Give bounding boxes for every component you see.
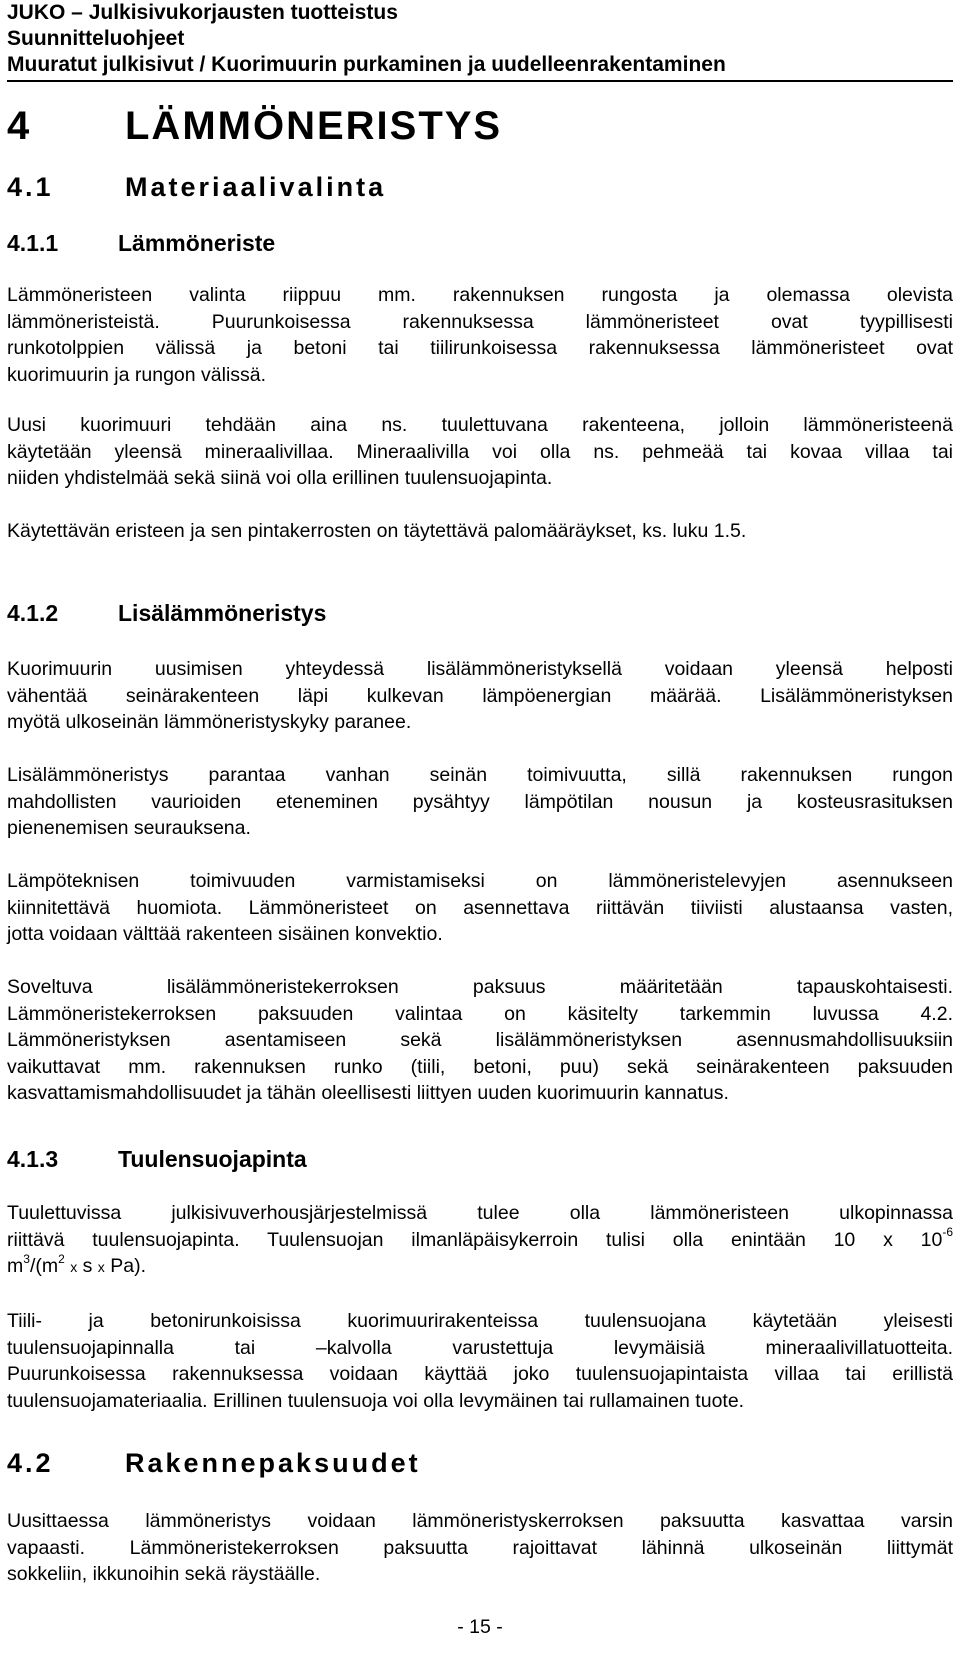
header-project: JUKO – Julkisivukorjausten tuotteistus — [7, 1, 398, 24]
section-number: 4.2 — [7, 1448, 54, 1478]
subsection-title: Lisälämmöneristys — [118, 600, 327, 626]
subsection-title: Tuulensuojapinta — [118, 1146, 307, 1172]
paragraph: Kuorimuurin uusimisen yhteydessä lisälämmöneristyksellä voidaan yleensä helposti vähentää seinärakenteen läpi kulkevan lämpöenergian määrää. Lisälämmöneristyksen myötä ulkoseinän lämmöneristyskyky paranee. — [7, 658, 953, 733]
paragraph: Tuulettuvissa julkisivuverhousjärjestelmissä tulee olla lämmöneristeen ulkopinnassa riittävä tuulensuojapinta. Tuulensuojan ilmanläpäisykerroin tulisi olla enintään 10 x $10^{-6}$ $m^3/(m^2$ x s x Pa). — [7, 1202, 953, 1277]
section-heading-4-1 — [7, 172, 386, 203]
paragraph: Tiili- ja betonirunkoisissa kuorimuurirakenteissa tuulensuojana käytetään yleisesti tuulensuojapinnalla tai –kalvolla varustettuja levymäisiä mineraalivillatuotteita. Puurunkoisessa rakennuksessa voidaan käyttää joko tuulensuojapintaista villaa tai erillistä tuulensuojamateriaalia. Erillinen tuulensuoja voi olla levymäinen tai rullamainen tuote. — [7, 1310, 953, 1412]
paragraph: Käytettävän eristeen ja sen pintakerrosten on täytettävä palomääräykset, ks. luku 1.5. — [7, 520, 747, 542]
paragraph: Uusittaessa lämmöneristys voidaan lämmöneristyskerroksen paksuutta kasvattaa varsin vapaasti. Lämmöneristekerroksen paksuutta rajoittavat lähinnä ulkoseinän liittymät sokkeliin, ikkunoihin sekä räystäälle. — [7, 1510, 953, 1585]
chapter-heading — [7, 104, 502, 149]
running-header — [7, 0, 726, 78]
subsection-heading-4-1-2 — [7, 600, 326, 627]
subsection-title: Lämmöneriste — [118, 230, 276, 256]
section-title: Materiaalivalinta — [125, 172, 387, 202]
page-number: - 15 - — [457, 1616, 503, 1638]
chapter-title: LÄMMÖNERISTYS — [125, 104, 503, 148]
paragraph: Uusi kuorimuuri tehdään aina ns. tuulettuvana rakenteena, jolloin lämmöneristeenä käytetään yleensä mineraalivillaa. Mineraalivilla voi olla ns. pehmeää tai kovaa villaa tai niiden yhdistelmää sekä siinä voi olla erillinen tuulensuojapinta. — [7, 414, 953, 489]
header-doc-type: Suunnitteluohjeet — [7, 27, 185, 50]
paragraph: Soveltuva lisälämmöneristekerroksen paksuus määritetään tapauskohtaisesti. Lämmöneristekerroksen paksuuden valintaa on käsitelty tarkemmin luvussa 4.2. Lämmöneristyksen asentamiseen sekä lisälämmöneristyksen asennusmahdollisuuksiin vaikuttavat mm. rakennuksen runko (tiili, betoni, puu) sekä seinärakenteen paksuuden kasvattamismahdollisuudet ja tähän oleellisesti liittyen uuden kuorimuurin kannatus. — [7, 976, 953, 1104]
paragraph: Lisälämmöneristys parantaa vanhan seinän toimivuutta, sillä rakennuksen rungon mahdollisten vaurioiden eteneminen pysähtyy lämpötilan nousun ja kosteusrasituksen pienenemisen seurauksena. — [7, 764, 953, 839]
section-heading-4-2 — [7, 1448, 421, 1479]
paragraph: Lämmöneristeen valinta riippuu mm. rakennuksen rungosta ja olemassa olevista lämmöneristeistä. Puurunkoisessa rakennuksessa lämmöneristeet ovat tyypillisesti runkotolppien välissä ja betoni tai tiilirunkoisessa rakennuksessa lämmöneristeet ovat kuorimuurin ja rungon välissä. — [7, 284, 953, 386]
section-number: 4.1 — [7, 172, 54, 202]
subsection-number: 4.1.3 — [7, 1146, 59, 1172]
subsection-number: 4.1.2 — [7, 600, 59, 626]
paragraph: Lämpöteknisen toimivuuden varmistamiseksi on lämmöneristelevyjen asennukseen kiinnitettävä huomiota. Lämmöneristeet on asennettava riittävän tiiviisti alustaansa vasten, jotta voidaan välttää rakenteen sisäinen konvektio. — [7, 870, 953, 945]
chapter-number: 4 — [7, 104, 32, 148]
section-title: Rakennepaksuudet — [125, 1448, 421, 1478]
subsection-heading-4-1-1 — [7, 230, 275, 257]
subsection-number: 4.1.1 — [7, 230, 59, 256]
header-rule — [7, 80, 953, 82]
subsection-heading-4-1-3 — [7, 1146, 307, 1173]
header-doc-title: Muuratut julkisivut / Kuorimuurin purkaminen ja uudelleenrakentaminen — [7, 53, 726, 76]
